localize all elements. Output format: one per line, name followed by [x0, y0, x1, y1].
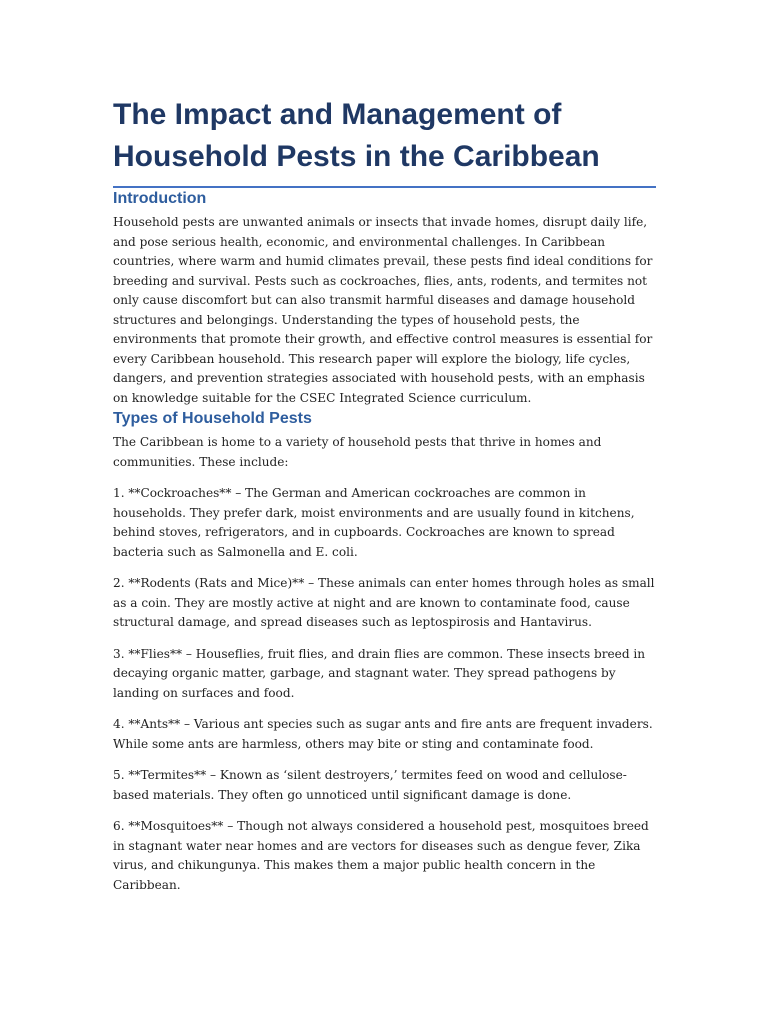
pest-item-ants: 4. **Ants** – Various ant species such as sugar ants and fire ants are frequent invaders. While some ants are harmless, others may bite or sting and contaminate food. — [113, 717, 653, 751]
document-page — [113, 94, 656, 895]
introduction-heading: Introduction — [113, 190, 207, 207]
pest-item-cockroaches: 1. **Cockroaches** – The German and American cockroaches are common in households. They prefer dark, moist environments and are usually found in kitchens, behind stoves, refrigerators, and in cupboards. Cockroaches are known to spread bacteria such as Salmonella and E. coli. — [113, 486, 635, 559]
document-title: The Impact and Management of Household Pests in the Caribbean — [113, 94, 656, 188]
pest-item-rodents: 2. **Rodents (Rats and Mice)** – These animals can enter homes through holes as small as a coin. They are mostly active at night and are known to contaminate food, cause structural damage, and spread diseases such as leptospirosis and Hantavirus. — [113, 576, 655, 629]
types-intro-paragraph: The Caribbean is home to a variety of household pests that thrive in homes and communities. These include: — [113, 435, 602, 469]
types-heading: Types of Household Pests — [113, 410, 312, 427]
pest-item-flies: 3. **Flies** – Houseflies, fruit flies, and drain flies are common. These insects breed in decaying organic matter, garbage, and stagnant water. They spread pathogens by landing on surfaces and food. — [113, 646, 646, 700]
introduction-paragraph: Household pests are unwanted animals or insects that invade homes, disrupt daily life, and pose serious health, economic, and environmental challenges. In Caribbean countries, where warm and humid climates prevail, these pests find ideal conditions for breeding and survival. Pests such as cockroaches, flies, ants, rodents, and termites not only cause discomfort but can also transmit harmful diseases and damage household structures and belongings. Understanding the types of household pests, the environments that promote their growth, and effective control measures is essential for every Caribbean household. This research paper will explore the biology, life cycles, dangers, and prevention strategies associated with household pests, with an emphasis on knowledge suitable for the CSEC Integrated Science curriculum. — [113, 215, 653, 405]
pest-item-termites: 5. **Termites** – Known as ‘silent destroyers,’ termites feed on wood and cellulose-based materials. They often go unnoticed until significant damage is done. — [113, 768, 627, 802]
pest-item-mosquitoes: 6. **Mosquitoes** – Though not always considered a household pest, mosquitoes breed in stagnant water near homes and are vectors for diseases such as dengue fever, Zika virus, and chikungunya. This makes them a major public health concern in the Caribbean. — [113, 819, 649, 892]
